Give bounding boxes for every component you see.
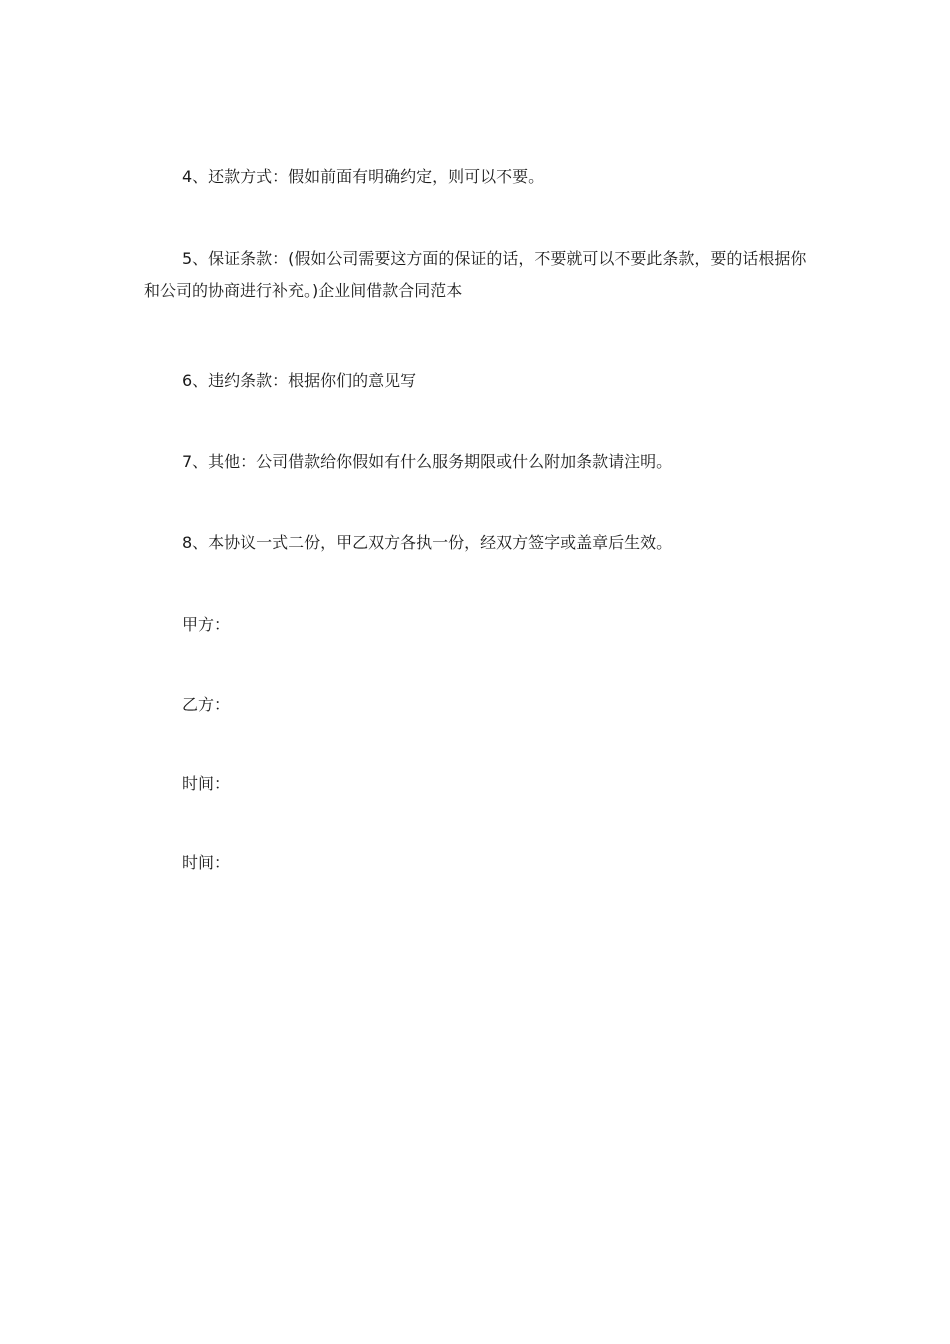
- party-a-signature-line: 甲方：: [182, 615, 231, 634]
- date-line-1: 时间：: [182, 774, 231, 793]
- clause-copies: 8、本协议一式二份，甲乙双方各执一份，经双方签字或盖章后生效。: [182, 533, 673, 552]
- clause-repayment-method: 4、还款方式：假如前面有明确约定，则可以不要。: [182, 167, 545, 186]
- clause-breach: 6、违约条款：根据你们的意见写: [182, 371, 417, 390]
- party-b-signature-line: 乙方：: [182, 695, 231, 714]
- clause-other: 7、其他：公司借款给你假如有什么服务期限或什么附加条款请注明。: [182, 452, 673, 471]
- clause-guarantee: 5、保证条款：(假如公司需要这方面的保证的话，不要就可以不要此条款，要的话根据你和公司的协商进行补充。)企业间借款合同范本: [144, 249, 807, 300]
- date-line-2: 时间：: [182, 853, 231, 872]
